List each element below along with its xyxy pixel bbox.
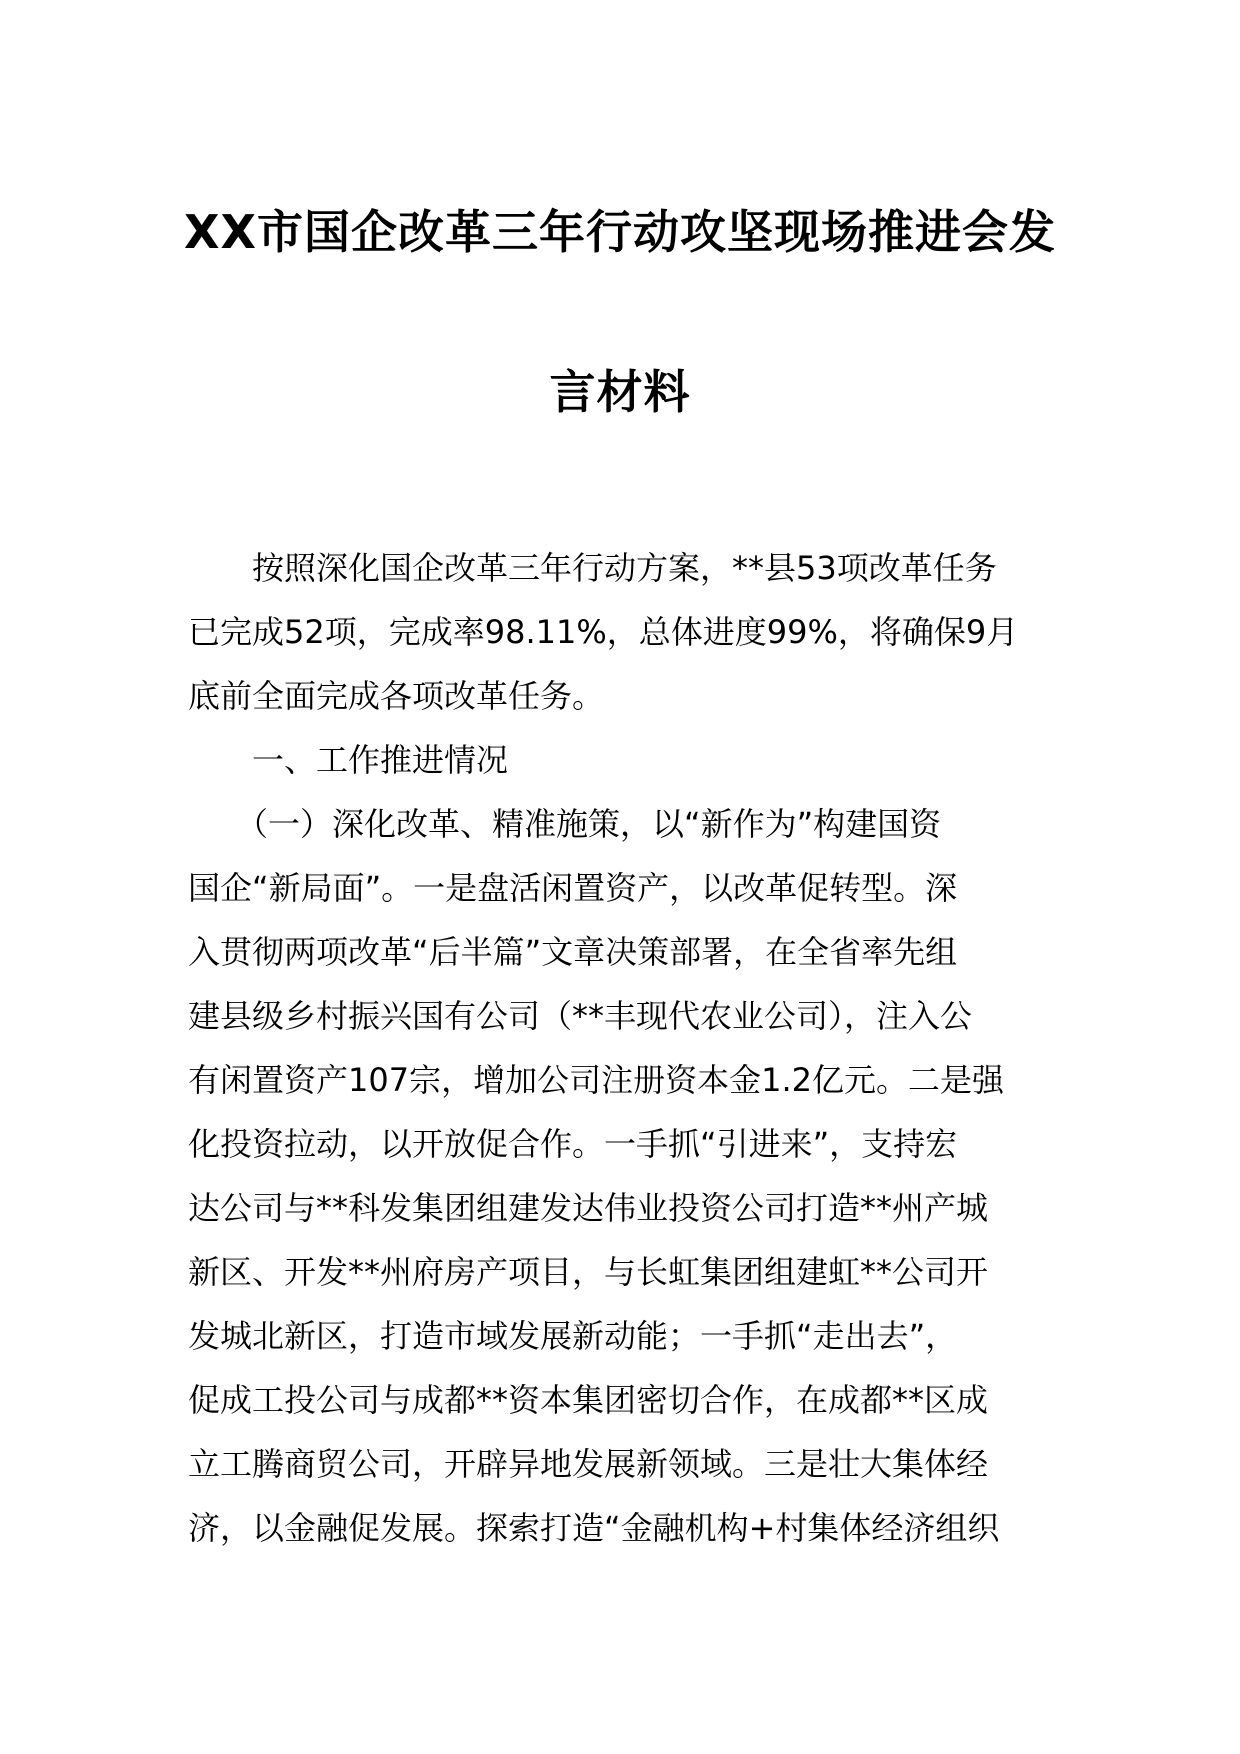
body-line: （一）深化改革、精准施策，以“新作为”构建国资 [188, 805, 942, 843]
section-heading: 一、工作推进情况 [188, 741, 509, 779]
body-line: 已完成52项，完成率98.11%，总体进度99%，将确保9月 [188, 613, 1019, 651]
body-line: 化投资拉动，以开放促合作。一手抓“引进来”，支持宏 [188, 1125, 958, 1163]
body-line: 有闲置资产107宗，增加公司注册资本金1.2亿元。二是强 [188, 1061, 1004, 1099]
body-line: 入贯彻两项改革“后半篇”文章决策部署，在全省率先组 [188, 933, 958, 971]
body-line: 达公司与**科发集团组建发达伟业投资公司打造**州产城 [188, 1189, 989, 1227]
body-line: 按照深化国企改革三年行动方案，**县53项改革任务 [188, 549, 997, 587]
body-line: 立工腾商贸公司，开辟异地发展新领域。三是壮大集体经 [188, 1445, 989, 1483]
body-line: 济，以金融促发展。探索打造“金融机构+村集体经济组织 [188, 1509, 1000, 1547]
document-title-line-1: XX市国企改革三年行动攻坚现场推进会发 [184, 205, 1056, 259]
body-line: 底前全面完成各项改革任务。 [188, 677, 605, 715]
body-line: 促成工投公司与成都**资本集团密切合作，在成都**区成 [188, 1381, 989, 1419]
document-title-line-2: 言材料 [549, 365, 691, 419]
body-line: 国企“新局面”。一是盘活闲置资产，以改革促转型。深 [188, 869, 958, 907]
body-line: 新区、开发**州府房产项目，与长虹集团组建虹**公司开 [188, 1253, 989, 1291]
body-line: 建县级乡村振兴国有公司（**丰现代农业公司），注入公 [188, 997, 973, 1035]
body-line: 发城北新区，打造市域发展新动能；一手抓“走出去”， [188, 1317, 958, 1355]
